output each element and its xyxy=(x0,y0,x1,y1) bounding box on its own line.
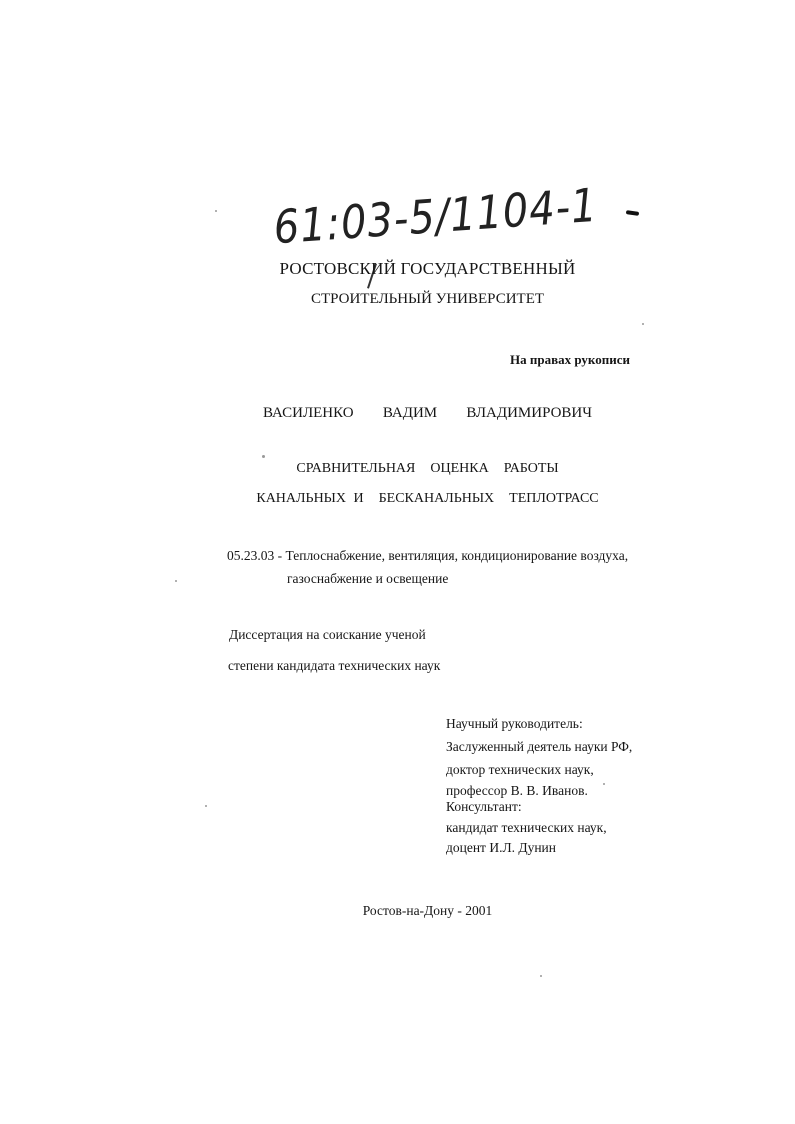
advisor-line-2: Заслуженный деятель науки РФ, xyxy=(446,739,633,754)
advisor-line-3: доктор технических наук, xyxy=(446,762,594,777)
consultant-line-1: кандидат технических наук, xyxy=(446,820,607,835)
scan-speck xyxy=(603,783,605,785)
city-and-year: Ростов-на-Дону - 2001 xyxy=(362,903,493,918)
advisor-line-1: Научный руководитель: xyxy=(446,716,583,731)
specialty-code-line-2: газоснабжение и освещение xyxy=(287,571,449,586)
university-name-line-1: РОСТОВСКИЙ ГОСУДАРСТВЕННЫЙ xyxy=(279,259,576,278)
handwritten-archive-code: 61:03-5/1104-1 xyxy=(272,179,600,255)
advisor-line-4: профессор В. В. Иванов. xyxy=(446,783,588,798)
degree-statement-line-2: степени кандидата технических наук xyxy=(228,658,441,673)
scan-speck xyxy=(175,580,177,582)
scan-speck xyxy=(215,210,217,212)
consultant-label: Консультант: xyxy=(446,799,522,814)
manuscript-rights-note: На правах рукописи xyxy=(510,352,630,367)
scan-speck xyxy=(262,455,265,458)
degree-statement-line-1: Диссертация на соискание ученой xyxy=(229,627,426,642)
dissertation-title-line-2: КАНАЛЬНЫХ И БЕСКАНАЛЬНЫХ ТЕПЛОТРАСС xyxy=(256,491,599,506)
scan-speck xyxy=(205,805,207,807)
author-name: ВАСИЛЕНКО ВАДИМ ВЛАДИМИРОВИЧ xyxy=(262,405,593,421)
dissertation-title-line-1: СРАВНИТЕЛЬНАЯ ОЦЕНКА РАБОТЫ xyxy=(296,461,559,476)
university-name-line-2: СТРОИТЕЛЬНЫЙ УНИВЕРСИТЕТ xyxy=(310,291,545,307)
scan-speck xyxy=(540,975,542,977)
consultant-line-2: доцент И.Л. Дунин xyxy=(446,840,556,855)
specialty-code-line-1: 05.23.03 - Теплоснабжение, вентиляция, кондиционирование воздуха, xyxy=(227,548,629,563)
scan-speck xyxy=(642,323,644,325)
ink-dash-mark xyxy=(626,210,639,216)
